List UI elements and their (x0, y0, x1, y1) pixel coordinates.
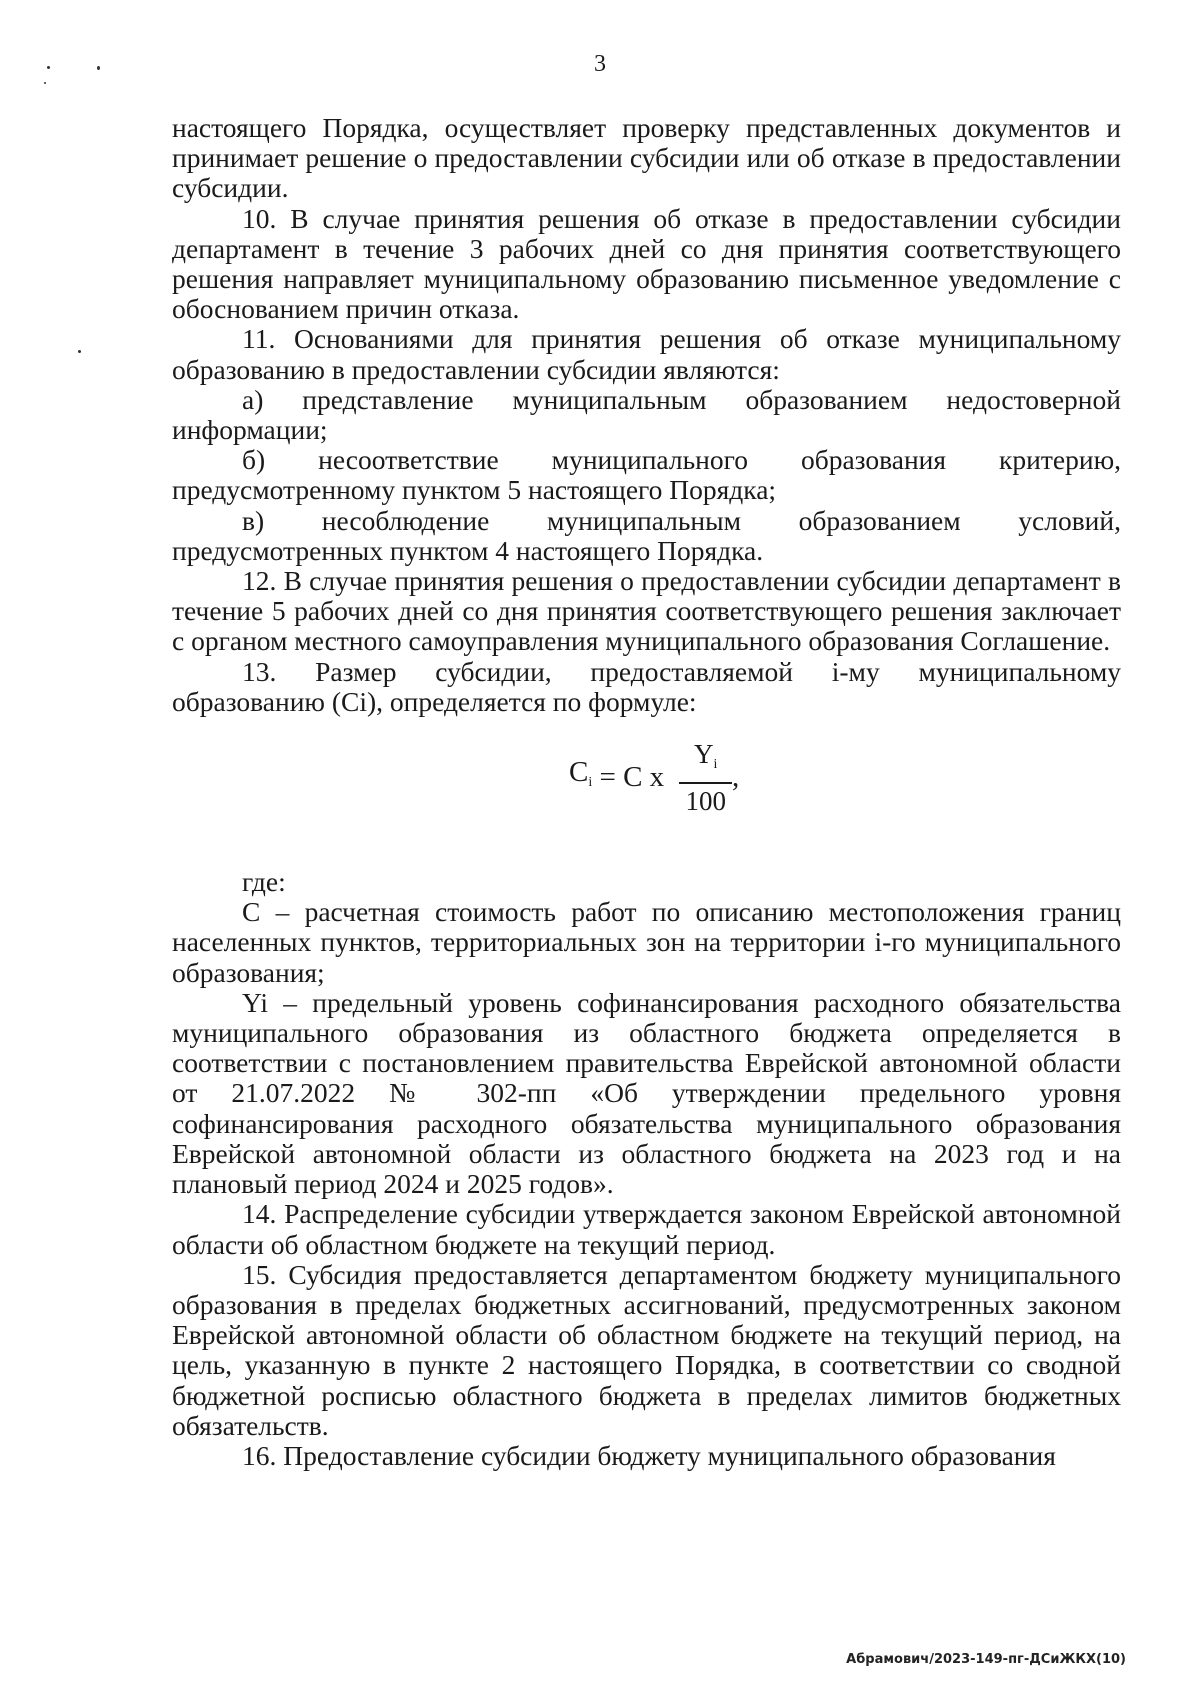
item-a: а) представление муниципальным образованием недостоверной информации; (172, 383, 1121, 446)
paragraph-15: 15. Субсидия предоставляется департаментом бюджету муниципального образования в пределах бюджетных ассигнований, предусмотренных законом Еврейской автономной области об областном бюджете на текущий период, на цель, указанную в пункте 2 настоящего Порядка, в соответствии со сводной бюджетной росписью областного бюджета в пределах лимитов бюджетных обязательств. (172, 1258, 1121, 1441)
scan-speck (44, 82, 46, 84)
scan-speck (97, 66, 100, 70)
document-footer-code: Абрамович/2023-149-пг-ДСиЖКХ(10) (846, 1652, 1126, 1667)
paragraph-16: 16. Предоставление субсидии бюджету муниципального образования (242, 1439, 1056, 1471)
formula-fraction (679, 739, 732, 816)
paragraph-14: 14. Распределение субсидии утверждается законом Еврейской автономной области об областном бюджете на текущий период. (172, 1198, 1121, 1260)
scan-speck (78, 350, 81, 353)
paragraph-10: 10. В случае принятия решения об отказе в предоставлении субсидии департамент в течение 3 рабочих дней со дня принятия соответствующего решения направляет муниципальному образованию письменное уведомление с обоснованием причин отказа. (172, 202, 1121, 325)
paragraph-13: 13. Размер субсидии, предоставляемой i-му муниципальному образованию (Ci), определяется по формуле: (172, 655, 1121, 717)
page-number: 3 (594, 51, 606, 77)
paragraph-continuation: настоящего Порядка, осуществляет проверку представленных документов и принимает решение о предоставлении субсидии или об отказе в предоставлении субсидии. (172, 112, 1121, 204)
paragraph-11: 11. Основаниями для принятия решения об отказе муниципальному образованию в предоставлении субсидии являются: (172, 323, 1121, 385)
document-body (172, 113, 1121, 1471)
scan-speck (47, 66, 50, 69)
item-b: б) несоответствие муниципального образования критерию, предусмотренному пунктом 5 настоящего Порядка; (172, 444, 1121, 506)
subsidy-formula (172, 717, 1121, 867)
formula-comma: , (731, 761, 740, 794)
paragraph-12: 12. В случае принятия решения о предоставлении субсидии департамент в течение 5 рабочих дней со дня принятия соответствующего решения заключает с органом местного самоуправления муниципального образования Соглашение. (172, 565, 1121, 657)
definition-c: С – расчетная стоимость работ по описанию местоположения границ населенных пунктов, территориальных зон на территории i-го муниципального образования; (172, 896, 1121, 988)
formula-middle: = C x (599, 761, 665, 794)
formula-lhs: $C_i$ (569, 755, 593, 790)
formula-denominator: 100 (685, 785, 726, 816)
formula-numerator: $Y_i$ (693, 739, 718, 773)
where-label: где: (242, 866, 286, 898)
definition-yi: Yi – предельный уровень софинансирования расходного обязательства муниципального образования из областного бюджета определяется в соответствии с постановлением правительства Еврейской автономной области от 21.07.2022 № 302-пп «Об утверждении предельного уровня софинансирования расходного обязательства муниципального образования Еврейской автономной области из областного бюджета на 2023 год и на плановый период 2024 и 2025 годов». (172, 986, 1121, 1200)
item-v: в) несоблюдение муниципальным образованием условий, предусмотренных пунктом 4 настоящего Порядка. (172, 504, 1121, 566)
